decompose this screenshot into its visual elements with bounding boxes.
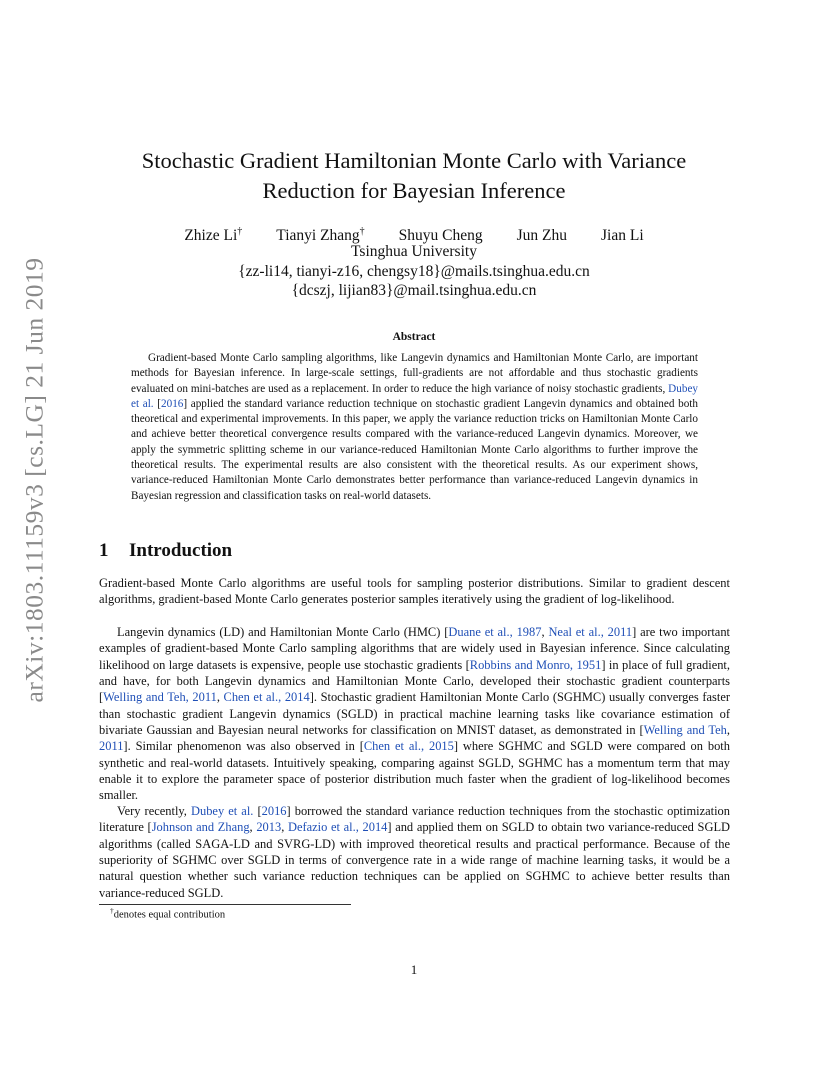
author: Shuyu Cheng	[398, 227, 483, 245]
citation-link[interactable]: 2016	[261, 804, 287, 818]
citation-link[interactable]: Welling and Teh, 2011	[103, 690, 217, 705]
title-line-2: Reduction for Bayesian Inference	[262, 178, 566, 203]
citation-link[interactable]: Duane et al., 1987	[448, 625, 542, 639]
email-line-1: {zz-li14, tianyi-z16, chengsy18}@mails.tsinghua.edu.cn	[238, 263, 590, 280]
citation-link[interactable]: Neal et al., 2011	[548, 625, 633, 639]
title-line-1: Stochastic Gradient Hamiltonian Monte Carlo with Variance	[141, 148, 687, 173]
arxiv-identifier-text: arXiv:1803.11159v3 [cs.LG] 21 Jun 2019	[19, 257, 48, 703]
section-number: 1	[99, 540, 109, 561]
author: Zhize Li†	[184, 226, 243, 245]
citation-link[interactable]: 2013	[256, 820, 282, 835]
paper-title	[100, 146, 728, 206]
citation-link[interactable]: Chen et al., 2014	[223, 690, 310, 705]
abstract-text: Gradient-based Monte Carlo sampling algorithms, like Langevin dynamics and Hamiltonian Monte Carlo, are important methods for Bayesian inference. In large-scale settings, full-gradients are not affordable and thus stochastic gradients evaluated on mini-batches are used as a replacement. In order to reduce the high variance of noisy stochastic gradients, Dubey et al. [2016] applied the standard variance reduction technique on stochastic gradient Langevin dynamics and obtained both theoretical and experimental improvements. In this paper, we apply the variance reduction tricks on Hamiltonian Monte Carlo and achieve better theoretical convergence results compared with the variance-reduced Langevin dynamics. Moreover, we apply the symmetric splitting scheme in our variance-reduced Hamiltonian Monte Carlo algorithms to further improve the theoretical results. The experimental results are also consistent with the theoretical results. As our experiment shows, variance-reduced Hamiltonian Monte Carlo demonstrates better performance than variance-reduced Langevin dynamics in Bayesian regression and classification tasks on real-world datasets.	[131, 352, 698, 502]
arxiv-identifier-stamp	[14, 257, 54, 703]
author: Tianyi Zhang†	[276, 226, 365, 245]
equal-contribution-mark: †	[237, 226, 243, 237]
author: Jian Li	[601, 227, 644, 245]
citation-link[interactable]: Dubey et al.	[191, 804, 254, 818]
intro-paragraph-3: Very recently, Dubey et al. [2016] borrowed the standard variance reduction techniques from the stochastic optimization literature [Johnson and Zhang, 2013, Defazio et al., 2014] and applied them on SGLD to obtain two variance-reduced SGLD algorithms (called SAGA-LD and SVRG-LD) with improved theoretical results and practical performance. Because of the superiority of SGHMC over SGLD in terms of convergence rate in a wide range of machine learning tasks, it would be a natural question whether such variance reduction techniques can be applied on SGHMC to achieve better results than variance-reduced SGLD.	[99, 804, 731, 900]
citation-link[interactable]: Defazio et al., 2014	[287, 820, 388, 835]
citation-link[interactable]: Johnson and Zhang	[151, 820, 250, 835]
equal-contribution-mark: †	[359, 226, 365, 237]
section-title: Introduction	[129, 540, 233, 561]
citation-link[interactable]: Chen et al., 2015	[363, 739, 454, 754]
section-heading	[99, 540, 232, 562]
email-line-2: {dcszj, lijian83}@mail.tsinghua.edu.cn	[291, 282, 537, 299]
footnote-text: denotes equal contribution	[113, 909, 226, 921]
citation-link[interactable]: Robbins and Monro, 1951	[469, 657, 602, 672]
affiliation: Tsinghua University	[351, 243, 477, 260]
intro-paragraph-1: Gradient-based Monte Carlo algorithms are useful tools for sampling posterior distributions. Similar to gradient descent algorithms, gradient-based Monte Carlo generates posterior samples iteratively using the gradient of log-likelihood.	[99, 576, 730, 607]
intro-paragraph-2: Langevin dynamics (LD) and Hamiltonian Monte Carlo (HMC) [Duane et al., 1987, Neal et al., 2011] are two important examples of gradient-based Monte Carlo sampling algorithms that are widely used in Bayesian inference. Since calculating likelihood on large datasets is expensive, people use stochastic gradients [Robbins and Monro, 1951] in place of full gradient, and have, for both Langevin dynamics and Hamiltonian Monte Carlo, developed their stochastic gradient counterparts [Welling and Teh, 2011, Chen et al., 2014]. Stochastic gradient Hamiltonian Monte Carlo (SGHMC) usually converges faster than stochastic gradient Langevin dynamics (SGLD) in practical machine learning tasks like covariance estimation of bivariate Gaussian and Bayesian neural networks for classification on MNIST dataset, as demonstrated in [Welling and Teh, 2011]. Similar phenomenon was also observed in [Chen et al., 2015] where SGHMC and SGLD were compared on both synthetic and real-world datasets. Intuitively speaking, comparing against SGLD, SGHMC has a momentum term that may enable it to explore the parameter space of posterior distribution much faster when the gradient of log-likelihood becomes smaller.	[99, 625, 730, 803]
footnote-divider	[99, 904, 351, 905]
footnote-mark: †	[110, 906, 114, 915]
citation-link[interactable]: Dubey et al.	[131, 382, 698, 410]
page-number: 1	[410, 962, 418, 977]
abstract-heading: Abstract	[392, 331, 436, 343]
citation-link[interactable]: 2016	[161, 397, 184, 410]
author: Jun Zhu	[516, 227, 568, 245]
citation-link[interactable]: Welling and Teh	[643, 723, 727, 738]
footnote	[110, 906, 225, 921]
citation-link[interactable]: 2011	[99, 739, 124, 754]
